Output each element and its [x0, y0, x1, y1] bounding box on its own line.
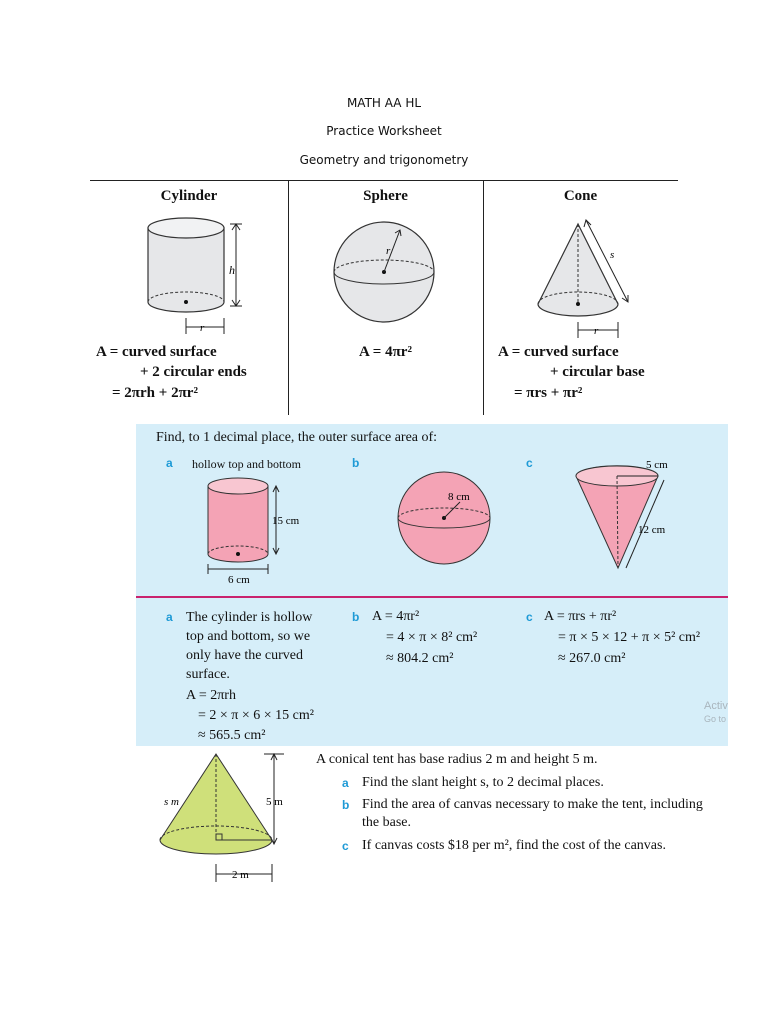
sphere-title: Sphere — [363, 188, 408, 204]
solution-a-text-line4: surface. — [186, 667, 230, 682]
solution-c-eq3: ≈ 267.0 cm² — [558, 651, 626, 666]
solution-b-equations — [372, 606, 477, 669]
cylinder-r-label: r — [200, 322, 205, 334]
sphere-formula: A = 4πr² — [359, 344, 412, 360]
solution-b-eq1: A = 4πr² — [372, 609, 420, 624]
solution-a-equations — [186, 686, 314, 746]
sphere-figure — [328, 216, 448, 336]
cone-r-label: r — [594, 325, 599, 337]
solution-b-eq3: ≈ 804.2 cm² — [386, 651, 454, 666]
solution-c-eq1: A = πrs + πr² — [544, 609, 617, 624]
problem-b-text1: Find the area of canvas necessary to make the tent, including — [362, 797, 703, 812]
example-b-sphere — [394, 466, 498, 570]
solution-a-text-line1: The cylinder is hollow — [186, 610, 313, 625]
topic-title: Geometry and trigonometry — [299, 153, 469, 167]
solution-c-equations — [544, 606, 700, 669]
solution-a-text-line2: top and bottom, so we — [186, 629, 311, 644]
example-a-cylinder — [202, 476, 312, 586]
solution-c-eq2: = π × 5 × 12 + π × 5² cm² — [558, 630, 701, 645]
tent-height-label: 5 m — [266, 796, 283, 808]
tent-slant-label: s m — [164, 796, 179, 808]
table-divider-2 — [483, 180, 484, 415]
solution-b-letter: b — [352, 610, 360, 624]
example-a-caption: hollow top and bottom — [192, 457, 301, 471]
solution-a-text — [186, 608, 312, 684]
problem-intro: A conical tent has base radius 2 m and height 5 m. — [316, 752, 598, 767]
cylinder-figure — [130, 214, 280, 344]
watermark-line1: Activ — [704, 700, 728, 712]
cylinder-formula-line1: A = curved surface — [96, 344, 217, 360]
solution-a-eq1: A = 2πrh — [186, 688, 236, 703]
example-b-letter: b — [352, 456, 360, 470]
example-a-height-label: 15 cm — [272, 515, 300, 527]
cone-title: Cone — [563, 188, 598, 204]
problem-a-text: Find the slant height s, to 2 decimal places. — [362, 775, 604, 790]
tent-radius-label: 2 m — [232, 869, 249, 881]
cylinder-formula-line3: = 2πrh + 2πr² — [112, 385, 198, 401]
problem-b-text2: the base. — [362, 815, 411, 830]
cone-formula-line3: = πrs + πr² — [514, 385, 583, 401]
cone-formula-line1: A = curved surface — [498, 344, 619, 360]
problem-c-text: If canvas costs $18 per m², find the cost of the canvas. — [362, 838, 666, 853]
solution-b-eq2: = 4 × π × 8² cm² — [386, 630, 478, 645]
solution-a-letter: a — [166, 610, 173, 624]
cone-formula-line2: + circular base — [550, 364, 645, 380]
example-prompt: Find, to 1 decimal place, the outer surface area of: — [156, 430, 438, 445]
example-c-radius-label: 5 cm — [646, 459, 668, 471]
solution-c-letter: c — [526, 610, 533, 624]
example-a-letter: a — [166, 456, 173, 470]
example-b-radius-label: 8 cm — [448, 491, 470, 503]
solution-panel — [136, 598, 728, 746]
example-a-width-label: 6 cm — [228, 574, 250, 586]
cylinder-formula-line2: + 2 circular ends — [140, 364, 247, 380]
problem-c-letter: c — [342, 839, 349, 853]
example-c-cone — [572, 456, 702, 576]
cylinder-title: Cylinder — [160, 188, 218, 204]
course-title: MATH AA HL — [346, 96, 422, 110]
solution-a-text-line3: only have the curved — [186, 648, 304, 663]
sphere-r-label: r — [386, 245, 391, 257]
example-c-slant-label: 12 cm — [638, 524, 666, 536]
cone-s-label: s — [610, 249, 615, 261]
formula-table — [90, 180, 678, 415]
tent-cone-figure — [158, 748, 298, 888]
watermark-line2: Go to — [704, 714, 727, 724]
cone-figure — [530, 216, 680, 346]
table-top-rule — [90, 180, 678, 181]
table-divider-1 — [288, 180, 289, 415]
cylinder-h-label: h — [229, 263, 235, 277]
problem-b-letter: b — [342, 798, 350, 812]
solution-a-eq3: ≈ 565.5 cm² — [198, 728, 266, 743]
worksheet-title: Practice Worksheet — [326, 124, 442, 138]
problem-a-letter: a — [342, 776, 349, 790]
solution-a-eq2: = 2 × π × 6 × 15 cm² — [198, 708, 314, 723]
example-c-letter: c — [526, 456, 533, 470]
